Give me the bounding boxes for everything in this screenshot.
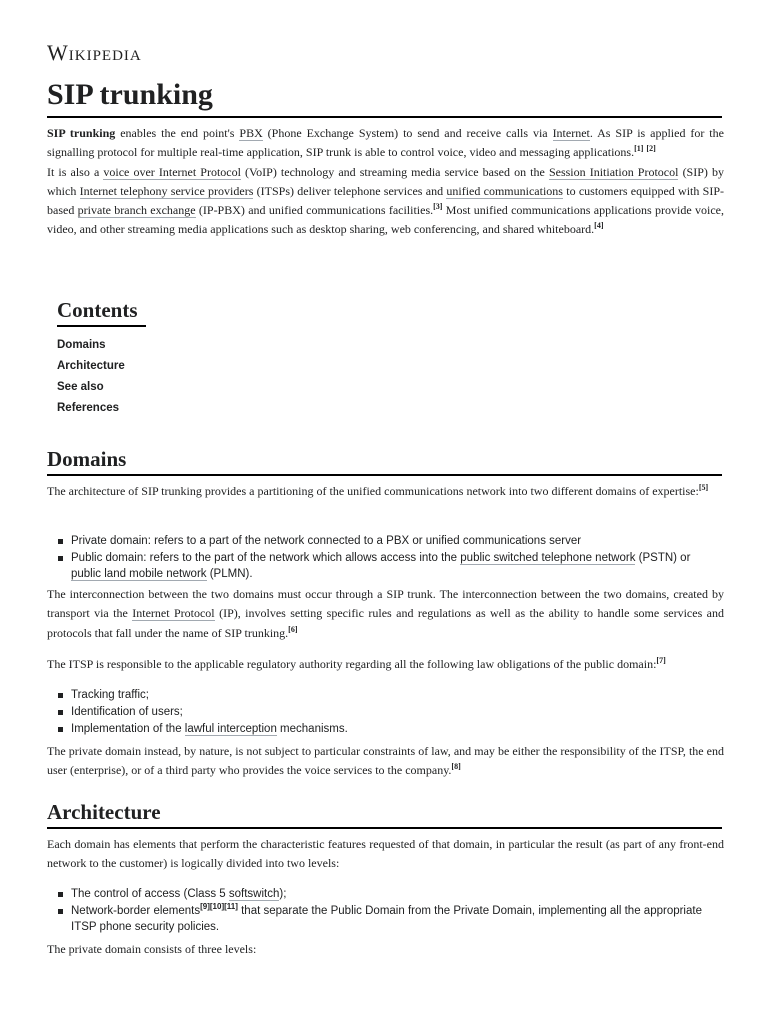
toc-title: Contents xyxy=(57,298,146,327)
citation-7[interactable]: [7] xyxy=(656,656,666,665)
section-heading-architecture: Architecture xyxy=(47,799,722,829)
toc-item-domains[interactable]: Domains xyxy=(57,339,106,351)
citation-2[interactable]: [2] xyxy=(646,144,656,154)
domains-paragraph-1: The architecture of SIP trunking provides a partitioning of the unified communications network into two different domains of expertise:[5] xyxy=(47,483,709,498)
link-itsp[interactable]: Internet telephony service providers xyxy=(79,183,254,198)
link-pbx[interactable]: PBX xyxy=(239,126,263,140)
domains-list xyxy=(57,533,717,583)
page-title: SIP trunking xyxy=(47,76,722,118)
citation-8[interactable]: [8] xyxy=(451,762,461,772)
law-obligations-list xyxy=(57,687,717,738)
link-lawful-interception[interactable]: lawful interception xyxy=(184,723,277,735)
domains-paragraph-4: The private domain instead, by nature, is not subject to particular constraints of law, and may be either the responsibility of the ITSP, the end user (enterprise), or of a third party who provides the voice services to the company.[8] xyxy=(47,744,724,778)
citation-5[interactable]: [5] xyxy=(698,483,709,492)
list-item: Implementation of the lawful interception mechanisms. xyxy=(57,721,717,737)
bold-term: SIP trunking xyxy=(47,126,116,140)
citation-9-10-11[interactable]: [9][10][11] xyxy=(200,902,238,912)
citation-1[interactable]: [1] xyxy=(634,144,644,154)
wikipedia-wordmark[interactable]: Wikipedia xyxy=(47,40,142,65)
citation-3[interactable]: [3] xyxy=(433,202,443,212)
link-private-branch-exchange[interactable]: private branch exchange xyxy=(77,203,196,218)
list-item: Identification of users; xyxy=(57,704,717,720)
list-item: Tracking traffic; xyxy=(57,687,717,703)
section-heading-domains: Domains xyxy=(47,446,722,476)
architecture-paragraph-1: Each domain has elements that perform the characteristic features requested of that domain, in particular the result (as part of any front-end network to the customer) is logically divided into two levels: xyxy=(47,837,724,871)
link-voip[interactable]: voice over Internet Protocol xyxy=(103,164,241,179)
domains-paragraph-2: The interconnection between the two domains must occur through a SIP trunk. The interconnection between the two domains, created by transport via the Internet Protocol (IP), involves setting specific rules and regulations as well as the ability to handle some services and protocols that fall under the name of SIP trunking.[6] xyxy=(47,587,724,640)
list-item: Public domain: refers to the part of the network which allows access into the public switched telephone network (PSTN) or public land mobile network (PLMN). xyxy=(57,550,717,582)
link-unified-communications[interactable]: unified communications xyxy=(446,183,563,198)
architecture-paragraph-2: The private domain consists of three levels: xyxy=(47,942,257,956)
toc-item-architecture[interactable]: Architecture xyxy=(57,360,125,372)
table-of-contents xyxy=(57,298,146,419)
link-session-initiation-protocol[interactable]: Session Initiation Protocol xyxy=(548,164,679,179)
link-internet-protocol[interactable]: Internet Protocol xyxy=(132,606,215,621)
list-item: Private domain: refers to a part of the network connected to a PBX or unified communications server xyxy=(57,533,717,549)
link-internet[interactable]: Internet xyxy=(552,126,590,140)
list-item: Network-border elements[9][10][11] that separate the Public Domain from the Private Domain, implementing all the appropriate ITSP phone security policies. xyxy=(57,903,717,935)
list-item: The control of access (Class 5 softswitch); xyxy=(57,886,717,902)
link-plmn[interactable]: public land mobile network xyxy=(71,568,207,580)
domains-paragraph-3: The ITSP is responsible to the applicable regulatory authority regarding all the following law obligations of the public domain:[7] xyxy=(47,656,666,671)
toc-item-see-also[interactable]: See also xyxy=(57,381,104,393)
intro-paragraph: SIP trunking enables the end point's PBX (Phone Exchange System) to send and receive calls via Internet. As SIP is applied for the signalling protocol for multiple real-time application, SIP trunk is able to control voice, video and messaging applications.[1] [2] It is also a voice over Internet Protocol (VoIP) technology and streaming media service based on the Session Initiation Protocol (SIP) by which Internet telephony service providers (ITSPs) deliver telephone services and unified communications to customers equipped with SIP-based private branch exchange (IP-PBX) and unified communications facilities.[3] Most unified communications applications provide voice, video, and other streaming media applications such as desktop sharing, web conferencing, and shared whiteboard.[4] xyxy=(47,126,725,237)
link-pstn[interactable]: public switched telephone network xyxy=(460,552,636,564)
link-softswitch[interactable]: softswitch xyxy=(228,888,280,900)
architecture-list xyxy=(57,886,717,936)
toc-item-references[interactable]: References xyxy=(57,402,120,414)
citation-6[interactable]: [6] xyxy=(288,624,298,634)
citation-4[interactable]: [4] xyxy=(594,221,604,231)
